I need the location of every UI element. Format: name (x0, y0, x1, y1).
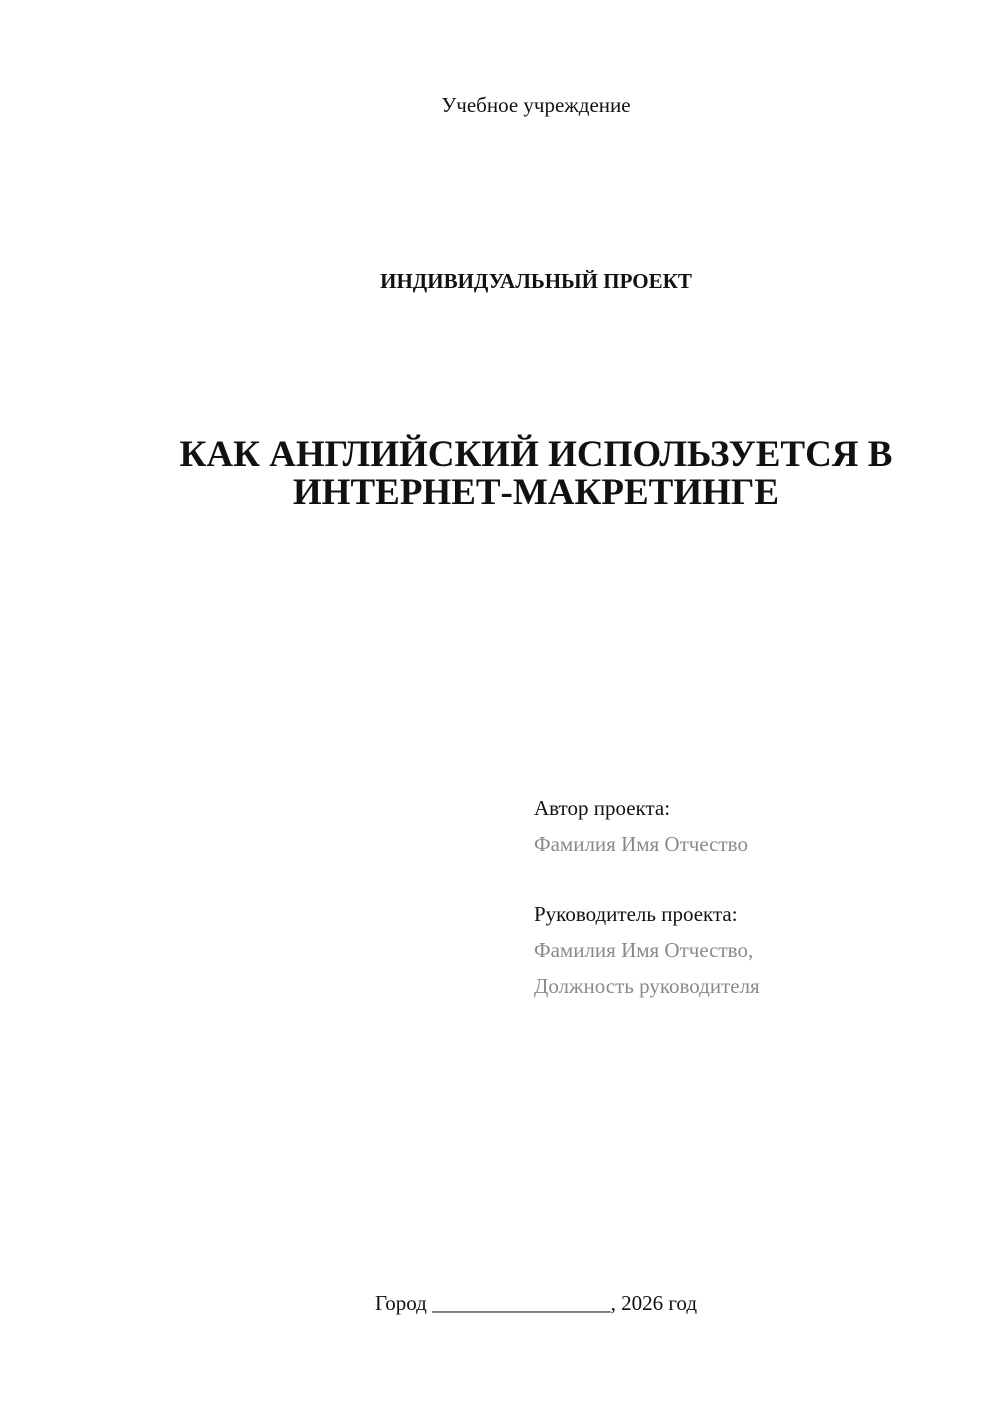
author-label: Автор проекта: (534, 796, 671, 820)
spacer (534, 862, 974, 896)
city-year-line: Город _________________, 2026 год (374, 1291, 698, 1315)
supervisor-position: Должность руководителя (534, 974, 760, 998)
project-title (120, 436, 952, 512)
project-title-line-1: КАК АНГЛИЙСКИЙ ИСПОЛЬЗУЕТСЯ В (179, 434, 893, 475)
document-type: ИНДИВИДУАЛЬНЫЙ ПРОЕКТ (380, 269, 692, 293)
project-title-line-2: ИНТЕРНЕТ-МАКРЕТИНГЕ (292, 472, 780, 513)
supervisor-label: Руководитель проекта: (534, 902, 738, 926)
project-people-block (534, 790, 974, 1004)
supervisor-name: Фамилия Имя Отчество, (534, 938, 754, 962)
author-name: Фамилия Имя Отчество (534, 832, 748, 856)
institution-name: Учебное учреждение (441, 93, 631, 117)
